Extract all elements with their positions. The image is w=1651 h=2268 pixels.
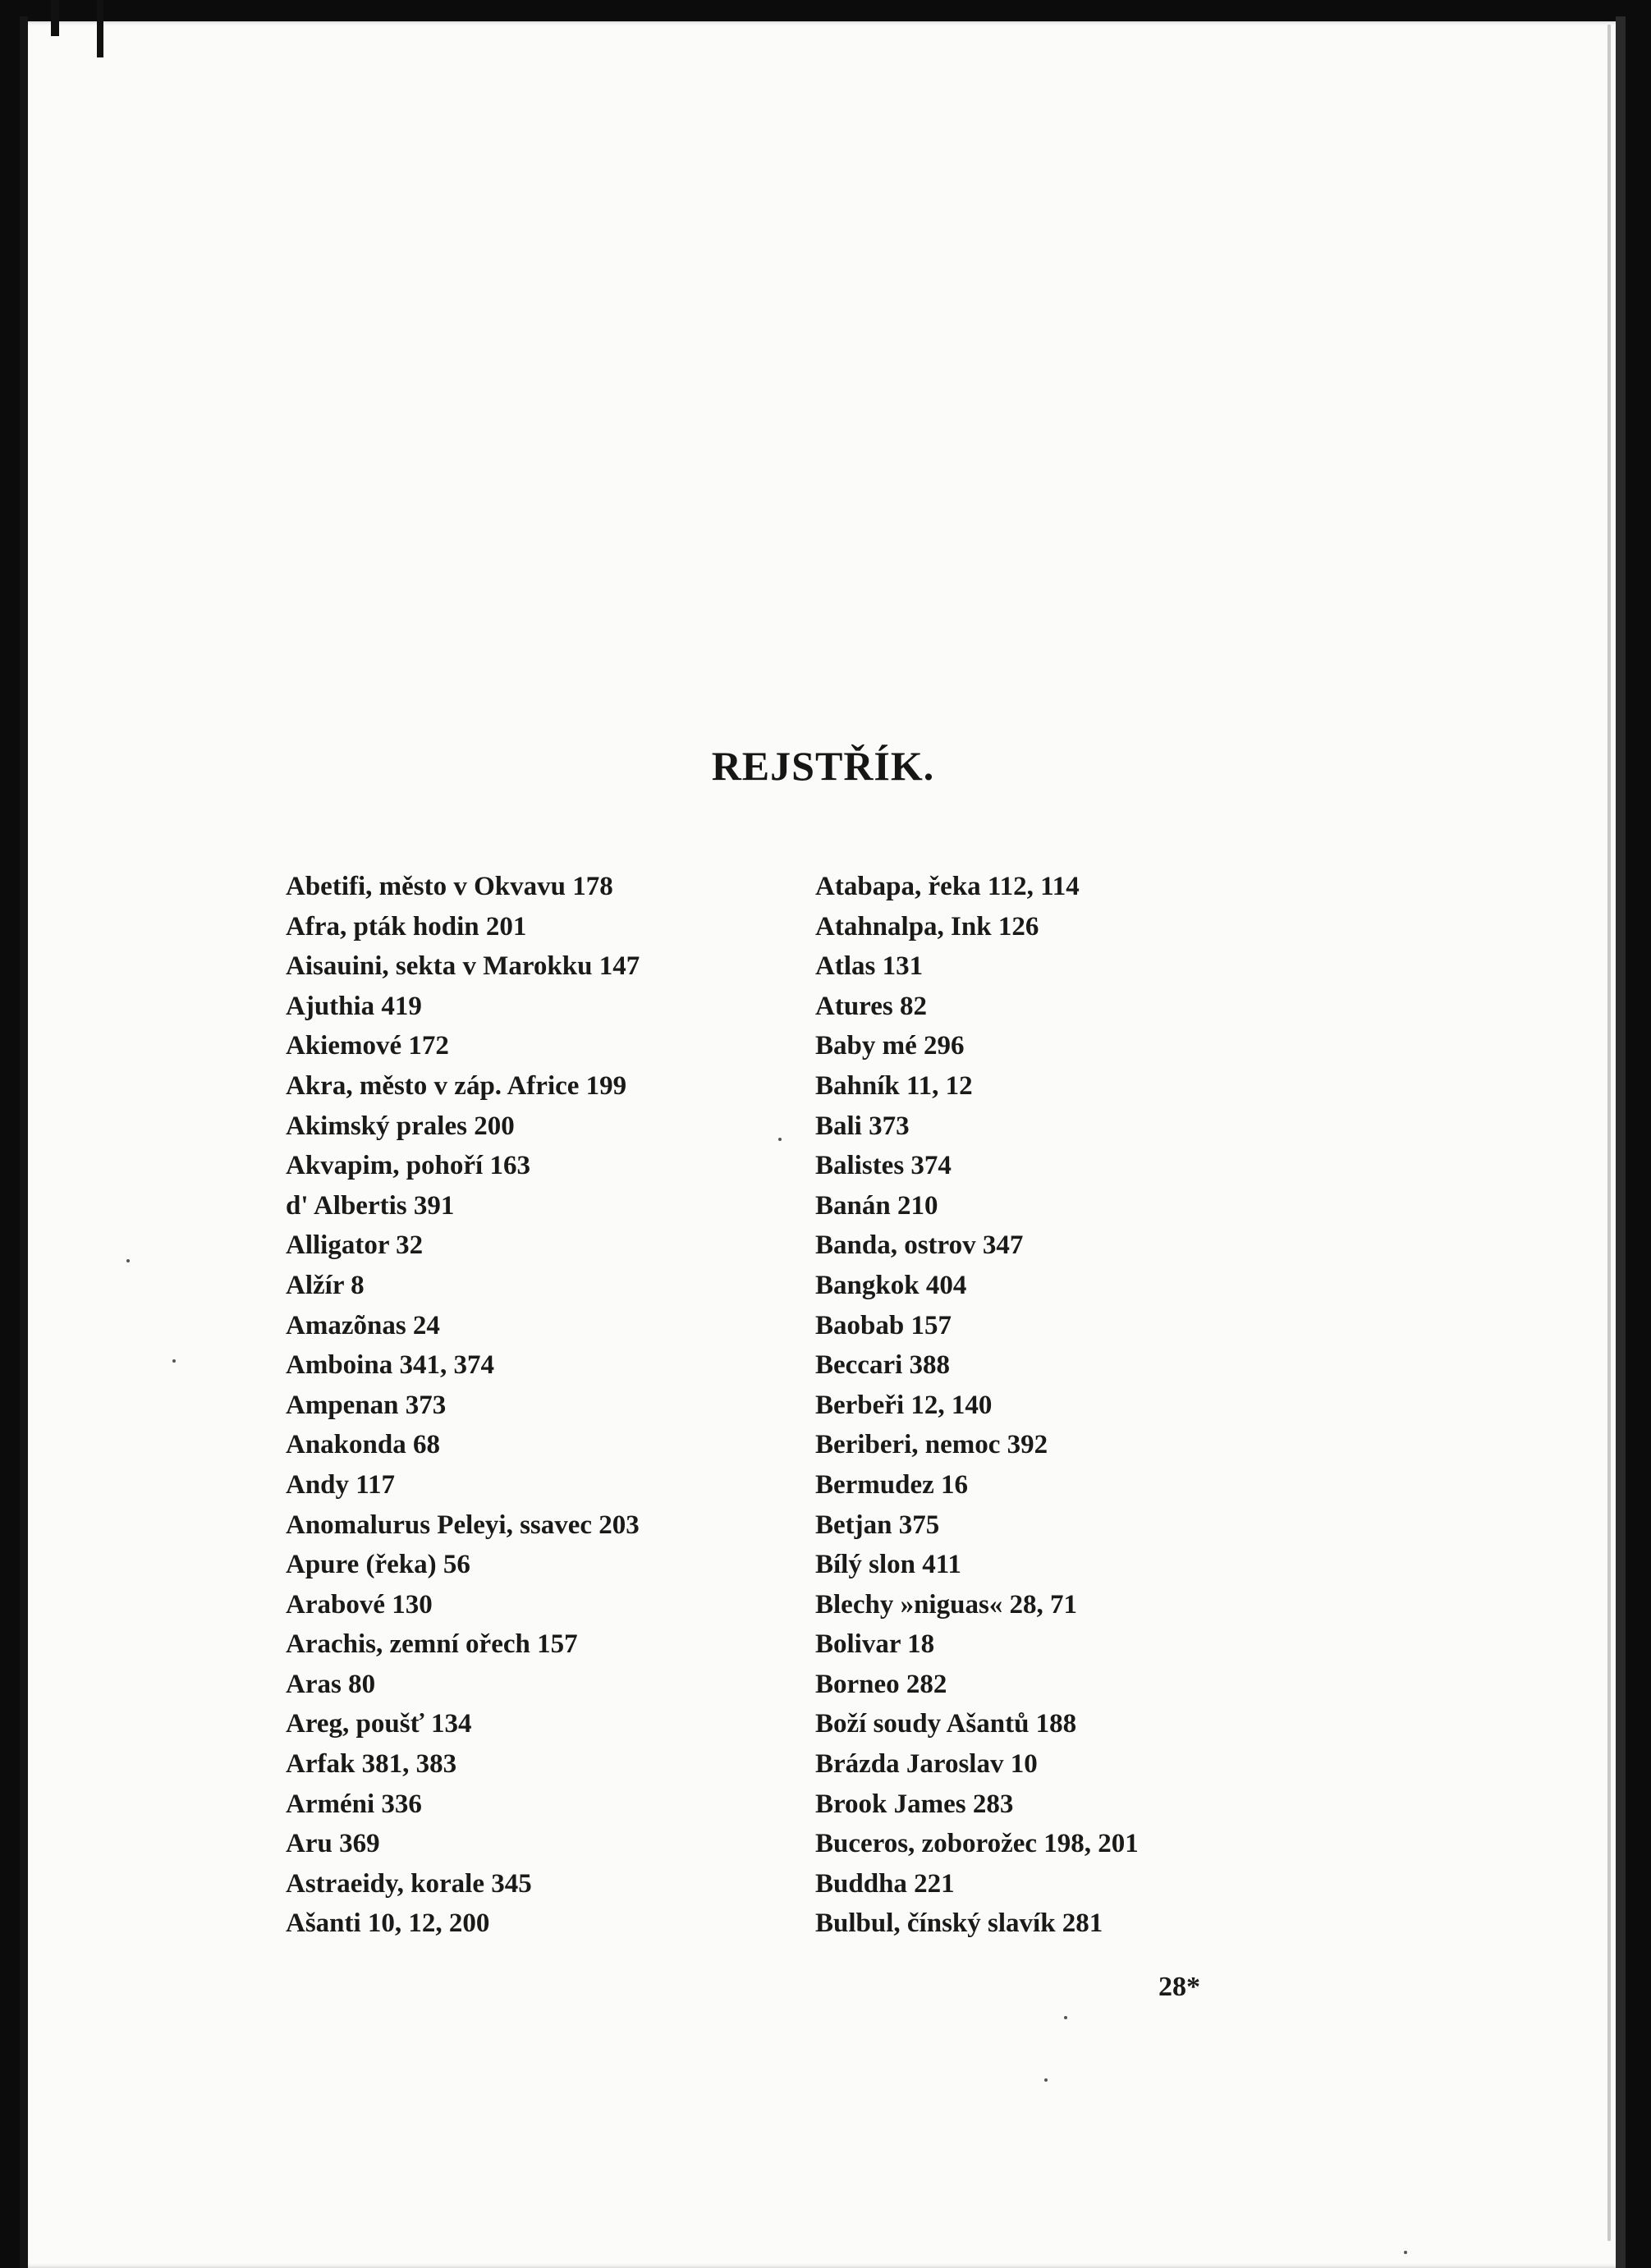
index-entry: Alligator 32 xyxy=(286,1230,424,1261)
page-edge-shadow xyxy=(1607,25,1611,2241)
index-entry: Betjan 375 xyxy=(815,1510,940,1540)
binding-clip-mark xyxy=(97,0,103,57)
index-entry: Apure (řeka) 56 xyxy=(286,1550,470,1580)
index-entry: Anakonda 68 xyxy=(286,1430,440,1460)
index-entry: Amboina 341, 374 xyxy=(286,1350,494,1381)
index-entry: Bali 373 xyxy=(815,1111,910,1141)
index-entry: Bulbul, čínský slavík 281 xyxy=(815,1908,1103,1939)
index-entry: Aisauini, sekta v Marokku 147 xyxy=(286,951,640,982)
index-entry: Bangkok 404 xyxy=(815,1270,967,1300)
index-entry: Akimský prales 200 xyxy=(286,1111,515,1141)
index-entry: Buddha 221 xyxy=(815,1868,955,1899)
index-entry: Abetifi, město v Okvavu 178 xyxy=(286,872,613,901)
index-entry: Anomalurus Peleyi, ssavec 203 xyxy=(286,1510,640,1540)
dust-speck xyxy=(126,1259,130,1262)
printer-signature-mark: 28* xyxy=(1158,1972,1200,2002)
index-entry: Bermudez 16 xyxy=(815,1469,969,1500)
index-entry: Baby mé 296 xyxy=(815,1031,965,1061)
index-entry: Bolivar 18 xyxy=(815,1629,935,1660)
dust-speck xyxy=(778,1138,782,1141)
binding-clip-mark xyxy=(51,0,59,36)
index-entry: Blechy »niguas« 28, 71 xyxy=(815,1589,1078,1620)
index-entry: Banda, ostrov 347 xyxy=(815,1230,1024,1261)
index-entry: Bílý slon 411 xyxy=(815,1550,961,1580)
index-entry: Berbeři 12, 140 xyxy=(815,1390,993,1420)
index-entry: Atahnalpa, Ink 126 xyxy=(815,911,1039,942)
index-column-left xyxy=(286,867,640,1944)
page-title: REJSTŘÍK. xyxy=(711,743,935,789)
index-entry: Atlas 131 xyxy=(815,951,924,982)
index-entry: Beriberi, nemoc 392 xyxy=(815,1430,1048,1460)
index-entry: Andy 117 xyxy=(286,1469,395,1500)
index-entry: Akvapim, pohoří 163 xyxy=(286,1151,530,1181)
index-entry: Baobab 157 xyxy=(815,1310,952,1340)
index-entry: Aras 80 xyxy=(286,1669,376,1699)
index-entry: Ampenan 373 xyxy=(286,1390,447,1420)
index-entry: Buceros, zoborožec 198, 201 xyxy=(815,1829,1139,1859)
dust-speck xyxy=(172,1359,176,1363)
index-column-right xyxy=(815,867,1139,1944)
index-entry: Brázda Jaroslav 10 xyxy=(815,1749,1038,1780)
index-entry: Afra, pták hodin 201 xyxy=(286,911,527,942)
index-entry: Ajuthia 419 xyxy=(286,991,422,1021)
scan-edge-right xyxy=(1616,16,1626,2268)
dust-speck xyxy=(1044,2078,1048,2082)
scan-edge-left xyxy=(20,16,28,2268)
index-entry: Boží soudy Ašantů 188 xyxy=(815,1709,1077,1739)
index-entry: Arabové 130 xyxy=(286,1589,433,1620)
index-entry: Atabapa, řeka 112, 114 xyxy=(815,872,1080,901)
index-entry: Alžír 8 xyxy=(286,1270,365,1300)
index-entry: Arméni 336 xyxy=(286,1789,422,1819)
index-entry: Atures 82 xyxy=(815,991,927,1021)
index-entry: Arfak 381, 383 xyxy=(286,1749,457,1780)
index-entry: Borneo 282 xyxy=(815,1669,947,1699)
index-entry: Arachis, zemní ořech 157 xyxy=(286,1629,578,1660)
index-entry: Akra, město v záp. Africe 199 xyxy=(286,1070,627,1101)
index-entry: Bahník 11, 12 xyxy=(815,1070,973,1101)
index-entry: Akiemové 172 xyxy=(286,1031,449,1061)
scanned-page xyxy=(25,21,1621,2268)
index-entry: Areg, poušť 134 xyxy=(286,1709,472,1739)
index-entry: Banán 210 xyxy=(815,1190,938,1221)
index-entry: Balistes 374 xyxy=(815,1151,952,1181)
index-entry: Beccari 388 xyxy=(815,1350,951,1381)
index-entry: Astraeidy, korale 345 xyxy=(286,1868,532,1899)
dust-speck xyxy=(1064,2016,1067,2019)
index-entry: d' Albertis 391 xyxy=(286,1190,455,1221)
dust-speck xyxy=(1404,2251,1407,2254)
index-entry: Brook James 283 xyxy=(815,1789,1014,1819)
index-entry: Aru 369 xyxy=(286,1829,380,1859)
index-entry: Amazõnas 24 xyxy=(286,1310,440,1340)
index-entry: Ašanti 10, 12, 200 xyxy=(286,1908,490,1939)
